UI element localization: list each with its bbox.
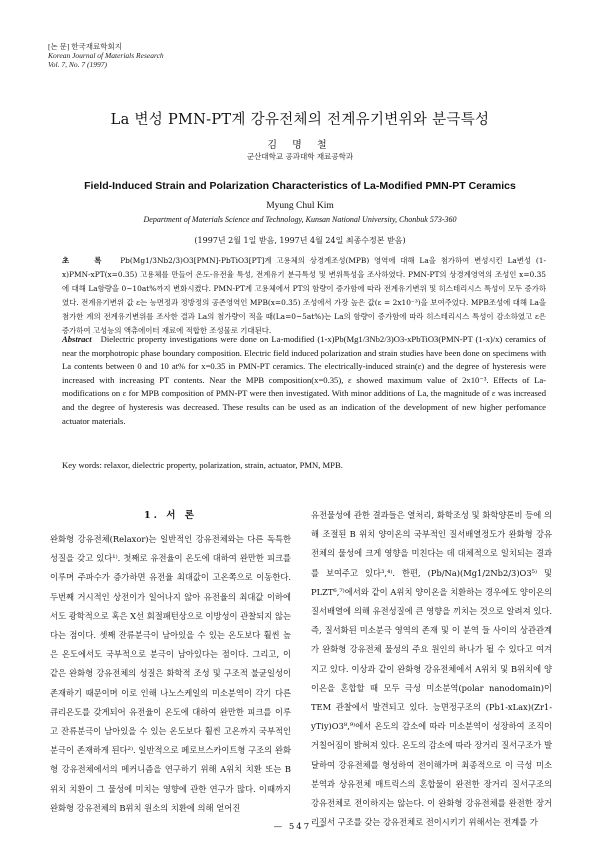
paper-title-korean: La 변성 PMN-PT계 강유전체의 전계유기변위와 분극특성 <box>110 112 490 128</box>
author-korean: 김 명 철 <box>267 140 333 151</box>
abstract-korean-label: 초 록 <box>62 256 112 265</box>
author-english: Myung Chul Kim <box>266 201 334 211</box>
received-dates: (1997년 2월 1일 받음, 1997년 4월 24일 최종수정본 받음) <box>194 236 406 245</box>
journal-header <box>48 42 164 69</box>
journal-category: [논 문] 한국재료학회지 <box>48 42 122 51</box>
journal-name: Korean Journal of Materials Research <box>48 51 164 60</box>
section-heading-introduction: 1. 서 론 <box>144 510 197 521</box>
journal-volume: Vol. 7, No. 7 (1997) <box>48 60 107 69</box>
abstract-english-text: Dielectric property investigations were done on La-modified (1-x)Pb(Mg1/3Nb2/3)O3-xPbTiO3(PMN-PT (1-x)/x) ceramics of near the morphotropic phase boundary composition. Electric field induced polarization and strain studies have been done on specimens with La contents between 0 and 10 at% for x=0.35 in PMN-PT ceramics. The electrically-induced strain(ε) and the degree of hysteresis were increased with increasing PT contents. Near the MPB composition(x=0.35), ε showed maximum value of 2x10⁻³. Effects of La-modifications on ε for MPB composition of PMN-PT were then investigated. With minor additions of La, the magnitude of ε was increased and the degree of hysteresis was decreased. These results can be used as an indication of the development of new higher perfomance actuator materials. <box>62 334 546 426</box>
abstract-korean <box>62 254 546 338</box>
affiliation-english: Department of Materials Science and Technology, Kunsan National University, Chonbuk 573-360 <box>143 215 457 224</box>
abstract-korean-text: Pb(Mg1/3Nb2/3)O3[PMN]-PbTiO3[PT]계 고용체의 상경계조성(MPB) 영역에 대해 La을 첨가하여 변성시킨 La변성 (1-x)PMN-xPT(x=0.35) 고용체를 만들어 온도-유전율 특성, 전계유기 분극특성 및 변위특성을 조사하였다. PMN-PT의 상경계영역의 조성인 x=0.35에 대해 La함량을 0~10at%까지 변화시켰다. PMN-PT계 고용체에서 PT의 함량이 증가함에 따라 전계유기변위 및 히스테리시스 특성이 모두 증가하였다. 전계유기변위 값 ε는 능면정과 정방정의 공존영역인 MPB(x=0.35) 조성에서 가장 높은 값(ε = 2x10⁻³)을 보여주었다. MPB조성에 대해 La을 첨가한 계의 전계유기변위를 조사한 결과 La의 첨가량이 적을 때(La=0~5at%)는 La의 함량이 증가함에 따라 히스테리시스 특성이 감소하였고 ε은 증가하여 고성능의 액츄에이터 재료에 적합한 조성물로 기대된다. <box>62 256 546 335</box>
paper-title-english: Field-Induced Strain and Polarization Characteristics of La-Modified PMN-PT Ceramics <box>84 180 516 192</box>
abstract-english-label: Abstract <box>62 334 92 344</box>
body-column-right: 유전물성에 관한 결과들은 열처리, 화학조성 및 화학양론비 등에 의해 조절된 B 위치 양이온의 국부적인 질서배열정도가 완화형 강유전체의 물성에 크게 영향을 미친다는 데 대체적으로 일치되는 결과를 보여주고 있다³,⁴⁾. 한편, (Pb/Na)(Mg1/2Nb2/3)O3⁵⁾ 및 PLZT⁶,⁷⁾에서와 같이 A위치 양이온을 치환하는 경우에도 양이온의 질서배열에 의해 유전성질에 큰 영향을 끼치는 것으로 알려져 있다. 즉, 질서화된 미소분극 영역의 존재 및 이 분역 들 사이의 상관관계가 완화형 강유전체 물성의 주요 원인의 하나가 될 수 있다고 여겨지고 있다. 이상과 같이 완화형 강유전체에서 A위치 및 B위치에 양이온을 혼합할 때 모두 극성 미소분역(polar nanodomain)이 TEM 관찰에서 발견되고 있다. 능면정구조의 (Pb1-xLax)(Zr1-yTiy)O3⁸,⁹⁾에서 온도의 감소에 따라 미소분역이 성장하여 조직이 거칠어짐이 밝혀져 있다. 온도의 감소에 따라 장거리 질서구조가 발달하여 강유전체를 형성하여 전이해가며 최종적으로 이 극성 미소분역과 상유전체 매트릭스의 혼합물이 완전한 장거리 질서구조의 강유전체로 전이하지는 않는다. 이 완화형 강유전체를 완전한 장거리질서 구조를 갖는 강유전체로 전이시키기 위해서는 전계를 가 <box>311 510 552 828</box>
page-number: — 547 — <box>273 822 327 832</box>
abstract-english <box>62 333 546 428</box>
body-column-left: 완화형 강유전체(Relaxor)는 일반적인 강유전체와는 다른 독특한 성질을 갖고 있다¹⁾. 첫째로 유전율이 온도에 대하여 완만한 피크를 이루며 주파수가 증가하면 유전율 최대값이 고온쪽으로 이동한다. 두번째 거시적인 상전이가 일어나지 않아 유전율의 최대값 이하에서도 광학적으로 혹은 X선 회절패턴상으로 이방성이 관찰되지 않는다는 점이다. 셋째 잔류분극이 남아있을 수 있는 온도보다 훨씬 높은 온도에서도 국부적으로 분극이 남아있다는 점이다. 그리고, 이 같은 완화형 강유전체의 성질은 화학적 조성 및 구조적 불균일성이 존재하기 때문이며 이로 인해 나노스케일의 미소분역이 각기 다른 큐리온도를 갖게되어 유전율이 온도에 대하여 완만한 피크를 이루고 잔류분극이 남아있을 수 있는 온도보다 훨씬 고온까지 국부적인 분극이 존재하게 된다²⁾. 일반적으로 페로브스카이트형 구조의 완화형 강유전체에서의 메커니즘을 연구하기 위해 A위치 치환 또는 B 위치 치환이 그 물성에 미치는 영향에 관한 연구가 많다. 이때까지 완화형 강유전체의 B위치 원소의 치환에 의해 얻어진 <box>50 534 291 813</box>
keywords: Key words: relaxor, dielectric property, polarization, strain, actuator, PMN, MPB. <box>62 460 343 470</box>
affiliation-korean: 군산대학교 공과대학 재료공학과 <box>246 152 354 161</box>
